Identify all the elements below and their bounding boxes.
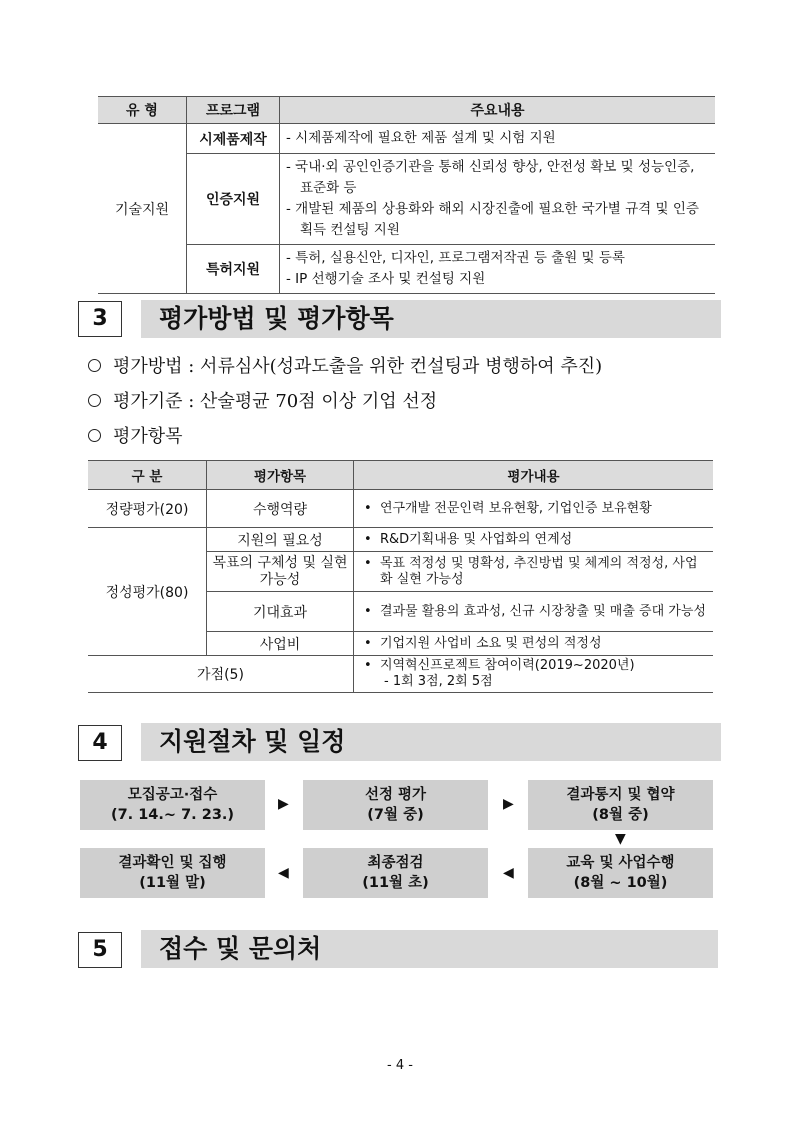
section-number: 4 <box>78 725 122 761</box>
table-row <box>98 154 715 245</box>
col-header-program: 프로그램 <box>187 97 280 124</box>
circle-bullet-icon <box>88 359 101 372</box>
section-title: 지원절차 및 일정 <box>141 723 721 761</box>
content-cell: • 기업지원 사업비 소요 및 편성의 적정성 <box>354 632 714 656</box>
content-cell: • 연구개발 전문인력 보유현황, 기업인증 보유현황 <box>354 490 714 528</box>
arrow-down-icon: ▼ <box>615 831 626 847</box>
flow-step: 결과통지 및 협약 (8월 중) <box>528 780 713 830</box>
content-cell: • 결과물 활용의 효과성, 신규 시장창출 및 매출 증대 가능성 <box>354 592 714 632</box>
item-cell: 수행역량 <box>207 490 354 528</box>
table-row <box>88 490 713 528</box>
bullet-item: 평가항목 <box>88 422 183 448</box>
section-number: 5 <box>78 932 122 968</box>
category-cell: 정성평가(80) <box>88 528 207 656</box>
col-header-type: 유 형 <box>98 97 187 124</box>
bonus-cell: 가점(5) <box>88 656 354 693</box>
content-cell: • 목표 적정성 및 명확성, 추진방법 및 체계의 적정성, 사업화 실현 가능성 <box>354 552 714 592</box>
circle-bullet-icon <box>88 394 101 407</box>
content-cell: - 특허, 실용신안, 디자인, 프로그램저작권 등 출원 및 등록 - IP 선행기술 조사 및 컨설팅 지원 <box>280 245 716 294</box>
item-cell: 기대효과 <box>207 592 354 632</box>
program-cell: 특허지원 <box>187 245 280 294</box>
page-number: - 4 - <box>387 1058 413 1073</box>
arrow-left-icon: ◀ <box>503 865 514 881</box>
program-cell: 시제품제작 <box>187 124 280 154</box>
support-program-table <box>98 96 715 294</box>
flow-step: 교육 및 사업수행 (8월 ~ 10월) <box>528 848 713 898</box>
content-cell: • 지역혁신프로젝트 참여이력(2019~2020년) - 1회 3점, 2회 5점 <box>354 656 714 693</box>
circle-bullet-icon <box>88 429 101 442</box>
evaluation-table <box>88 460 713 693</box>
content-cell: - 시제품제작에 필요한 제품 설계 및 시험 지원 <box>280 124 716 154</box>
flow-step: 모집공고·접수 (7. 14.~ 7. 23.) <box>80 780 265 830</box>
col-header-item: 평가항목 <box>207 461 354 490</box>
bullet-item: 평가기준 : 산술평균 70점 이상 기업 선정 <box>88 387 437 413</box>
arrow-right-icon: ▶ <box>503 796 514 812</box>
content-cell: - 국내·외 공인인증기관을 통해 신뢰성 향상, 안전성 확보 및 성능인증, 표준화 등 - 개발된 제품의 상용화와 해외 시장진출에 필요한 국가별 규격 및 인증획득 컨설팅 지원 <box>280 154 716 245</box>
flow-step: 선정 평가 (7월 중) <box>303 780 488 830</box>
flow-step: 최종점검 (11월 초) <box>303 848 488 898</box>
category-cell: 정량평가(20) <box>88 490 207 528</box>
item-cell: 지원의 필요성 <box>207 528 354 552</box>
section-number: 3 <box>78 301 122 337</box>
flow-step: 결과확인 및 집행 (11월 말) <box>80 848 265 898</box>
col-header-content: 주요내용 <box>280 97 716 124</box>
type-cell: 기술지원 <box>98 124 187 294</box>
table-row <box>88 656 713 693</box>
col-header-category: 구 분 <box>88 461 207 490</box>
table-row <box>88 528 713 552</box>
section-title: 평가방법 및 평가항목 <box>141 300 721 338</box>
arrow-right-icon: ▶ <box>278 796 289 812</box>
content-cell: • R&D기획내용 및 사업화의 연계성 <box>354 528 714 552</box>
bullet-item: 평가방법 : 서류심사(성과도출을 위한 컨설팅과 병행하여 추진) <box>88 352 602 378</box>
program-cell: 인증지원 <box>187 154 280 245</box>
table-row <box>98 245 715 294</box>
section-title: 접수 및 문의처 <box>141 930 718 968</box>
col-header-evaluation: 평가내용 <box>354 461 714 490</box>
table-row <box>98 124 715 154</box>
item-cell: 목표의 구체성 및 실현가능성 <box>207 552 354 592</box>
item-cell: 사업비 <box>207 632 354 656</box>
arrow-left-icon: ◀ <box>278 865 289 881</box>
